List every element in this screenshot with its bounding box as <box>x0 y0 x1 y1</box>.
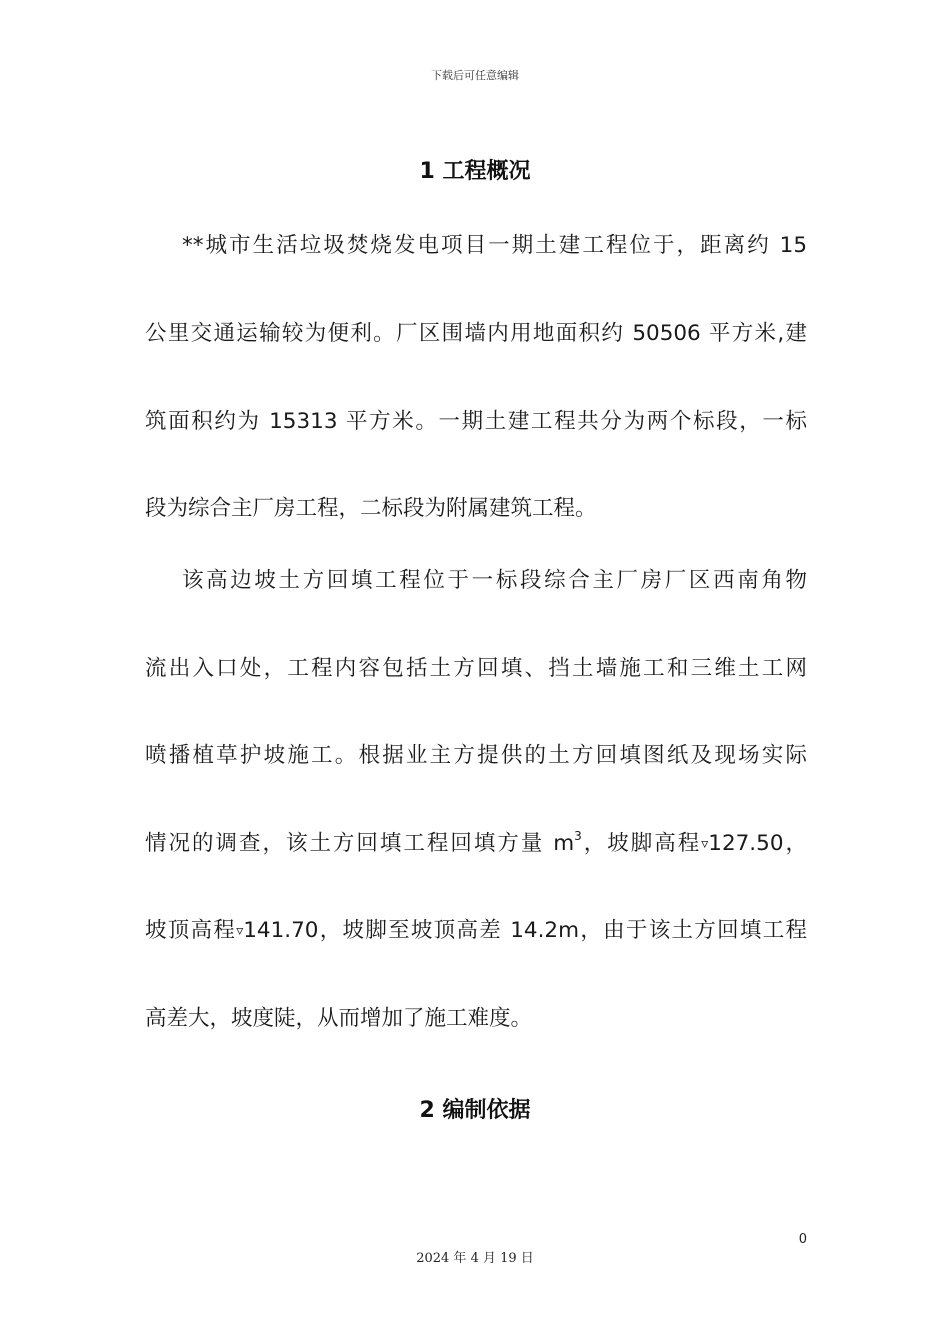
elevation-triangle-icon: ▿ <box>236 923 244 939</box>
section-title-overview: 1 工程概况 <box>419 159 531 184</box>
paragraph-line-volume <box>145 829 807 859</box>
crest-elevation-label: 坡顶高程 <box>145 918 237 943</box>
elevation-triangle-icon: ▿ <box>701 836 709 852</box>
toe-elevation-value: 127.50， <box>708 831 807 856</box>
paragraph-line: 段为综合主厂房工程，二标段为附属建筑工程。 <box>145 496 597 521</box>
section-title-basis: 2 编制依据 <box>419 1098 531 1123</box>
cubic-superscript: 3 <box>574 829 582 843</box>
volume-text: 情况的调查，该土方回填工程回填方量 m <box>145 831 575 856</box>
page-number: 0 <box>798 1232 807 1247</box>
footer-date: 2024 年 4 月 19 日 <box>416 1251 534 1266</box>
crest-elevation-text: 141.70，坡脚至坡顶高差 14.2m，由于该土方回填工程 <box>243 918 807 943</box>
toe-elevation-label: ，坡脚高程 <box>581 831 702 856</box>
paragraph-line: 喷播植草护坡施工。根据业主方提供的土方回填图纸及现场实际 <box>145 743 807 768</box>
paragraph-line: 公里交通运输较为便利。厂区围墙内用地面积约 50506 平方米,建 <box>145 321 807 346</box>
paragraph-line: 流出入口处，工程内容包括土方回填、挡土墙施工和三维土工网 <box>145 656 807 681</box>
paragraph-line: 该高边坡土方回填工程位于一标段综合主厂房厂区西南角物 <box>182 568 807 593</box>
paragraph-line-crest <box>145 916 807 946</box>
header-note: 下载后可任意编辑 <box>431 69 519 82</box>
paragraph-line: **城市生活垃圾焚烧发电项目一期土建工程位于，距离约 15 <box>182 233 807 258</box>
paragraph-line: 筑面积约为 15313 平方米。一期土建工程共分为两个标段，一标 <box>145 409 807 434</box>
paragraph-line: 高差大，坡度陡，从而增加了施工难度。 <box>145 1006 533 1031</box>
